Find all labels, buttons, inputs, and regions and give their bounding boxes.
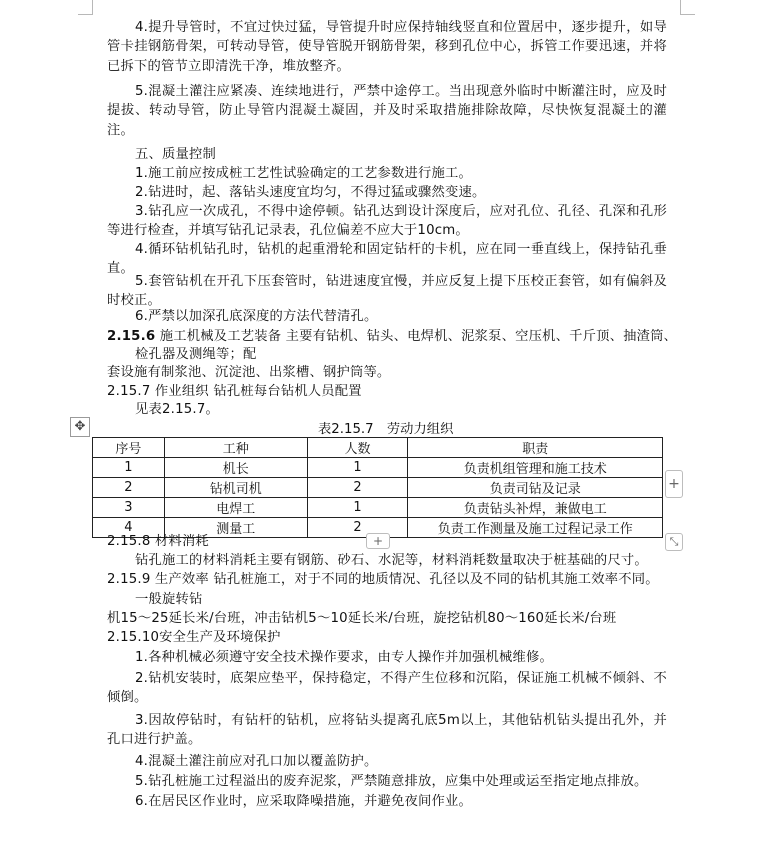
section-2156-line1 (107, 327, 678, 346)
cell-trade: 电焊工 (164, 498, 307, 518)
cell-duty: 负责工作测量及施工过程记录工作 (408, 518, 663, 538)
cell-headcount: 2 (307, 518, 408, 538)
table-row (93, 478, 663, 498)
quality-item-6: 6.严禁以加深孔底深度的方法代替清孔。 (135, 309, 378, 324)
table-move-handle[interactable]: ✥ (70, 417, 90, 437)
section-2156-line3: 套设施有制浆池、沉淀池、出浆槽、钢护筒等。 (107, 365, 391, 380)
cell-duty: 负责司钻及记录 (408, 478, 663, 498)
cell-headcount: 2 (307, 478, 408, 498)
page-corner-mark-left (78, 0, 93, 15)
cell-headcount: 1 (307, 458, 408, 478)
table-resize-handle[interactable]: ⤡ (665, 533, 683, 551)
section-21510-heading: 2.15.10安全生产及环境保护 (107, 630, 281, 645)
rotary-drill-label: 一般旋转钻 (135, 592, 203, 607)
add-row-button[interactable]: + (366, 533, 390, 549)
header-number: 序号 (93, 438, 165, 458)
cell-number: 3 (93, 498, 165, 518)
quality-item-2: 2.钻进时，起、落钻头速度宜均匀，不得过猛或骤然变速。 (135, 185, 486, 200)
section-2158-heading: 2.15.8 材料消耗 (107, 534, 209, 549)
safety-item-6: 6.在居民区作业时，应采取降噪措施，并避免夜间作业。 (135, 794, 473, 809)
header-duty: 职责 (408, 438, 663, 458)
cell-headcount: 1 (307, 498, 408, 518)
table-header-row (93, 438, 663, 458)
page-corner-mark-right (680, 0, 695, 15)
table-row (93, 458, 663, 478)
heading-quality-control: 五、质量控制 (135, 147, 216, 162)
cell-number: 2 (93, 478, 165, 498)
safety-item-3: 3.因故停钻时，有钻杆的钻机，应将钻头提离孔底5m以上，其他钻机钻头提出孔外，并孔口进行护盖。 (107, 713, 667, 748)
cell-number: 1 (93, 458, 165, 478)
cell-trade: 机长 (164, 458, 307, 478)
quality-item-4: 4.循环钻机钻孔时，钻机的起重滑轮和固定钻杆的卡机，应在同一垂直线上，保持钻孔垂直。 (107, 242, 667, 277)
section-2156-line2: 检孔器及测绳等；配 (135, 347, 257, 362)
safety-item-5: 5.钻孔桩施工过程溢出的废弃泥浆，严禁随意排放，应集中处理或运至指定地点排放。 (135, 774, 648, 789)
cell-trade: 测量工 (164, 518, 307, 538)
table-row (93, 498, 663, 518)
efficiency-rates: 机15～25延长米/台班，冲击钻机5～10延长米/台班，旋挖钻机80～160延长米/台班 (107, 611, 617, 626)
paragraph-continuous-pouring: 5.混凝土灌注应紧凑、连续地进行，严禁中途停工。当出现意外临时中断灌注时，应及时提拔、转动导管，防止导管内混凝土凝固，并及时采取措施排除故障，尽快恢复混凝土的灌注。 (107, 84, 667, 138)
section-2156-number: 2.15.6 (107, 329, 156, 344)
header-trade: 工种 (164, 438, 307, 458)
safety-item-4: 4.混凝土灌注前应对孔口加以覆盖防护。 (135, 754, 378, 769)
header-headcount: 人数 (307, 438, 408, 458)
section-2159-heading: 2.15.9 生产效率 钻孔桩施工，对于不同的地质情况、孔径以及不同的钻机其施工效率不同。 (107, 572, 659, 587)
quality-item-3: 3.钻孔应一次成孔，不得中途停顿。钻孔达到设计深度后，应对孔位、孔径、孔深和孔形等进行检查，并填写钻孔记录表，孔位偏差不应大于10cm。 (107, 204, 667, 239)
see-table-note: 见表2.15.7。 (135, 402, 219, 417)
section-2156-text: 施工机械及工艺装备 主要有钻机、钻头、电焊机、泥浆泵、空压机、千斤顶、抽渣筒、 (159, 329, 678, 344)
section-2158-body: 钻孔施工的材料消耗主要有钢筋、砂石、水泥等，材料消耗数量取决于桩基础的尺寸。 (135, 553, 648, 568)
table-caption: 表2.15.7 劳动力组织 (318, 422, 454, 437)
cell-number: 4 (93, 518, 165, 538)
labor-organization-table (92, 437, 663, 538)
cell-trade: 钻机司机 (164, 478, 307, 498)
quality-item-5: 5.套管钻机在开孔下压套管时，钻进速度宜慢，并应反复上提下压校正套管，如有偏斜及时校正。 (107, 274, 667, 309)
section-2157-heading: 2.15.7 作业组织 钻孔桩每台钻机人员配置 (107, 384, 362, 399)
cell-duty: 负责钻头补焊，兼做电工 (408, 498, 663, 518)
add-column-button[interactable]: + (665, 470, 683, 498)
quality-item-1: 1.施工前应按成桩工艺性试验确定的工艺参数进行施工。 (135, 166, 473, 181)
cell-duty: 负责机组管理和施工技术 (408, 458, 663, 478)
safety-item-2: 2.钻机安装时，底架应垫平，保持稳定，不得产生位移和沉陷，保证施工机械不倾斜、不倾倒。 (107, 671, 667, 706)
paragraph-pipe-lifting: 4.提升导管时，不宜过快过猛，导管提升时应保持轴线竖直和位置居中，逐步提升，如导管卡挂钢筋骨架，可转动导管，使导管脱开钢筋骨架，移到孔位中心，拆管工作要迅速，并将已拆下的管节立即清洗干净，堆放整齐。 (107, 20, 667, 74)
safety-item-1: 1.各种机械必须遵守安全技术操作要求，由专人操作并加强机械维修。 (135, 650, 553, 665)
